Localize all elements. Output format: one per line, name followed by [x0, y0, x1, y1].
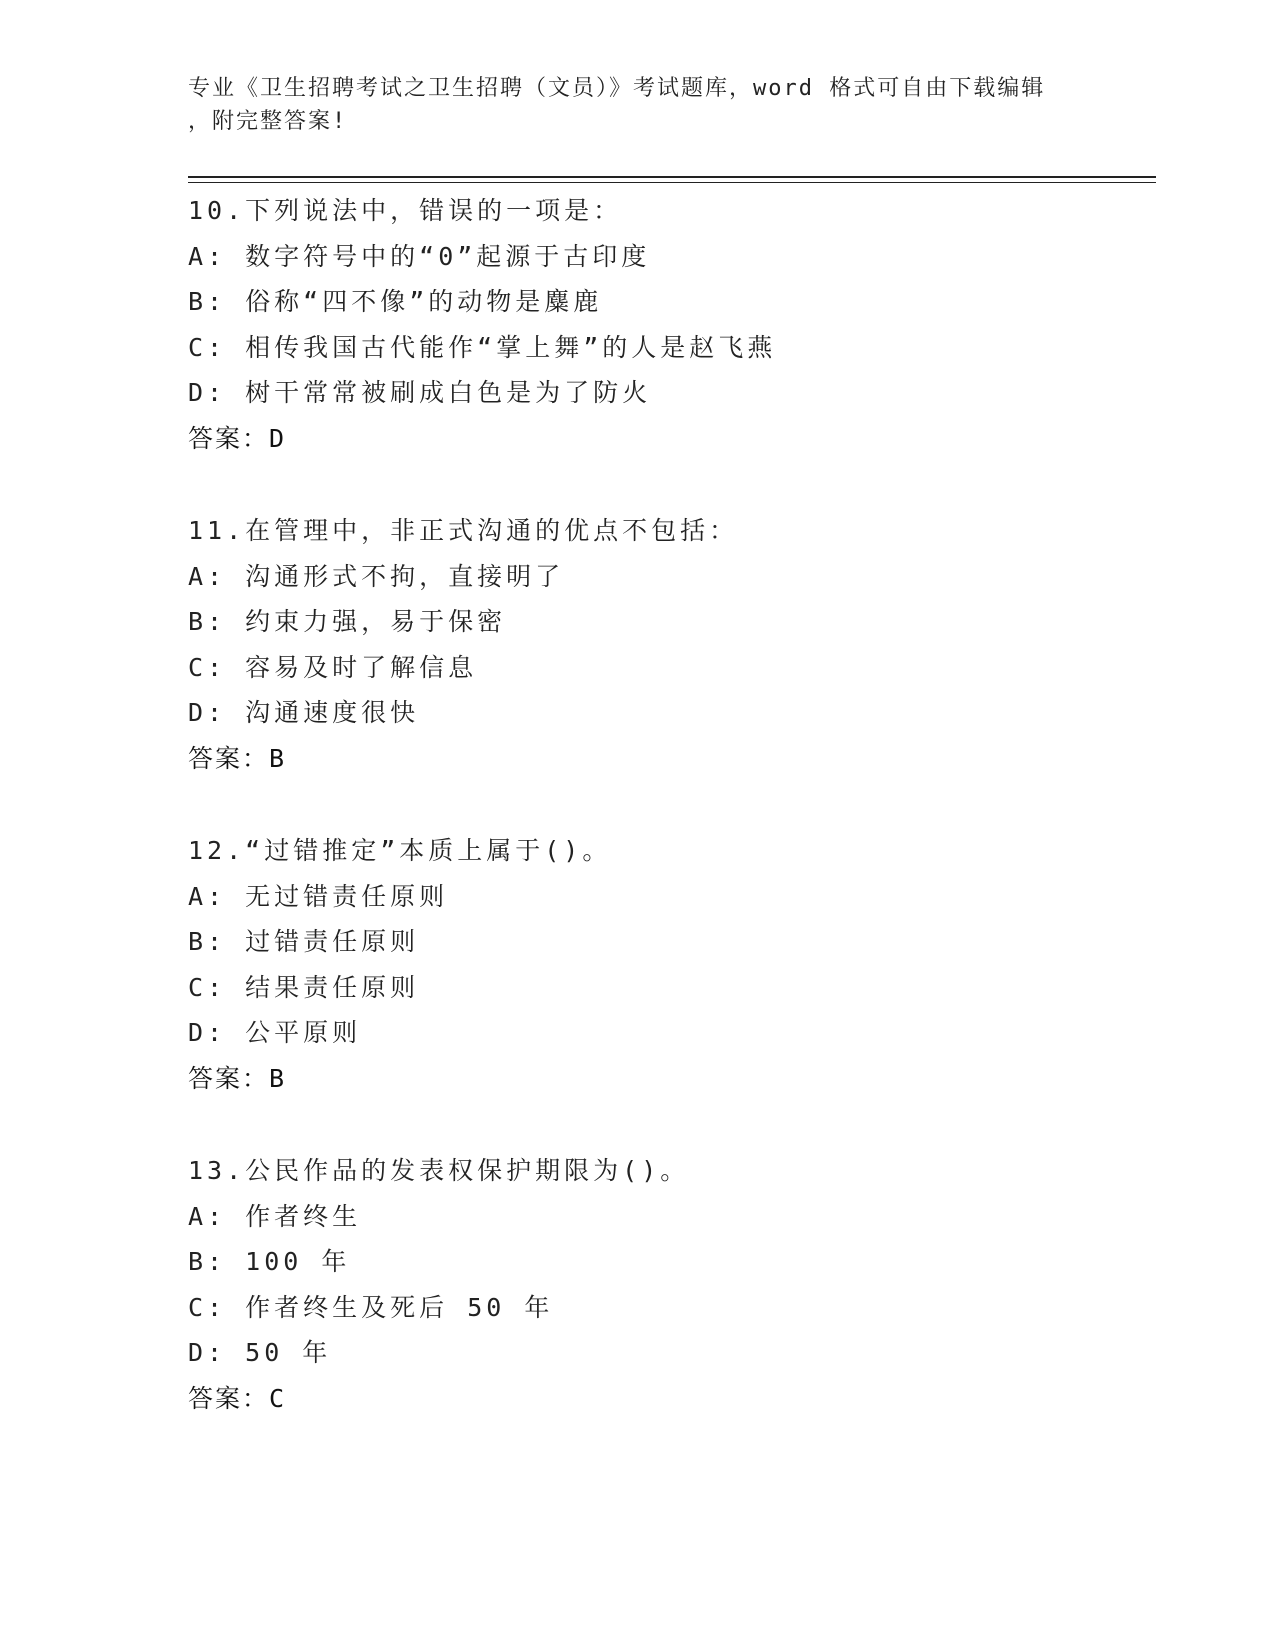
question-block-11 — [188, 508, 1148, 782]
option-b: B: 过错责任原则 — [188, 927, 420, 957]
option-b: B: 约束力强，易于保密 — [188, 607, 507, 637]
option-d: D: 树干常常被刷成白色是为了防火 — [188, 378, 652, 408]
option-d: D: 沟通速度很快 — [188, 698, 420, 728]
question-block-10 — [188, 188, 1148, 462]
option-a: A: 沟通形式不拘，直接明了 — [188, 561, 565, 591]
question-stem: 11.在管理中，非正式沟通的优点不包括： — [188, 516, 739, 545]
question-block-13 — [188, 1148, 1148, 1422]
option-c: C: 相传我国古代能作“掌上舞”的人是赵飞燕 — [188, 332, 777, 362]
option-c: C: 作者终生及死后 50 年 — [188, 1292, 554, 1322]
answer-line: 答案：B — [188, 743, 287, 773]
header-divider-thin — [188, 182, 1156, 183]
question-stem: 12.“过错推定”本质上属于()。 — [188, 836, 612, 865]
answer-line: 答案：B — [188, 1063, 287, 1093]
answer-line: 答案：C — [188, 1383, 287, 1413]
option-b: B: 俗称“四不像”的动物是麋鹿 — [188, 287, 603, 317]
option-c: C: 结果责任原则 — [188, 972, 420, 1002]
option-b: B: 100 年 — [188, 1247, 351, 1277]
question-stem: 10.下列说法中，错误的一项是： — [188, 196, 623, 225]
option-a: A: 数字符号中的“0”起源于古印度 — [188, 241, 651, 271]
document-header — [188, 72, 1068, 138]
option-a: A: 作者终生 — [188, 1201, 362, 1231]
answer-line: 答案：D — [188, 423, 287, 453]
option-c: C: 容易及时了解信息 — [188, 652, 478, 682]
question-block-12 — [188, 828, 1148, 1102]
header-divider-thick — [188, 176, 1156, 178]
option-d: D: 50 年 — [188, 1338, 332, 1368]
option-a: A: 无过错责任原则 — [188, 881, 449, 911]
question-stem: 13.公民作品的发表权保护期限为()。 — [188, 1156, 690, 1185]
header-line-1: 专业《卫生招聘考试之卫生招聘（文员）》考试题库，word 格式可自由下载编辑 — [188, 76, 1046, 101]
header-line-2: ，附完整答案! — [188, 109, 348, 134]
option-d: D: 公平原则 — [188, 1018, 362, 1048]
